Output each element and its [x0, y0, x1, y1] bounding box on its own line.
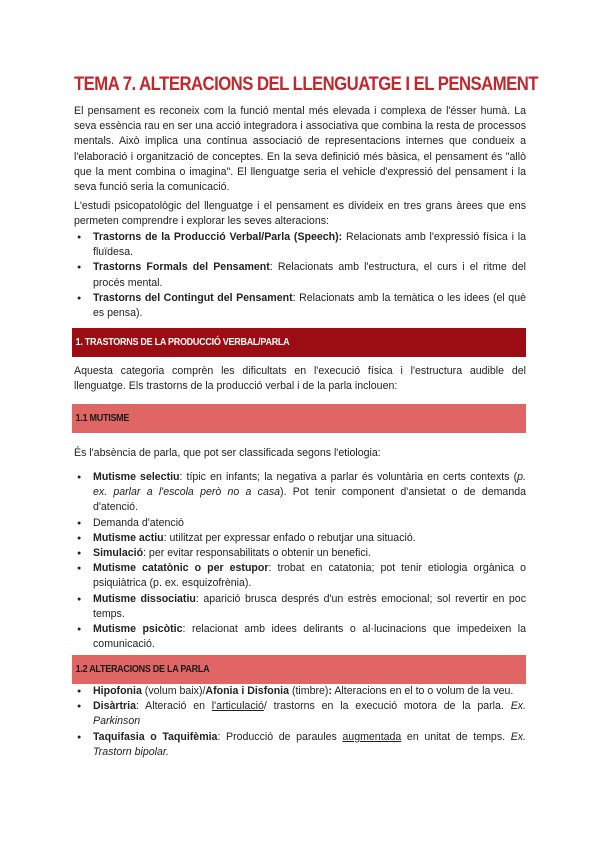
list-item: ● Disàrtria: Alteració en l'articulació/ trastorns en la execució motora de la parla. Ex. Parkinson	[74, 699, 526, 729]
list-item: ● Mutisme catatònic o per estupor: trobat en catatonia; pot tenir etiologia orgànica o psiquiàtrica (p. ex. esquizofrènia).	[74, 561, 526, 591]
section-1-2-heading-bar	[72, 655, 526, 684]
list-item: ● Mutisme psicòtic: relacionat amb idees delirants o al·lucinacions que impedeixen la comunicació.	[74, 622, 526, 652]
list-item: ● Mutisme dissociatiu: aparició brusca després d'un estrès emocional; sol revertir en poc temps.	[74, 592, 526, 622]
page-title: TEMA 7. ALTERACIONS DEL LLENGUATGE I EL PENSAMENT	[74, 74, 538, 95]
list-item: ● Mutisme selectiu: típic en infants; la negativa a parlar és voluntària en certs contexts (p. ex. parlar a l'escola però no a casa). Pot tenir component d'ansietat o de demanda d'atenció.	[74, 470, 526, 516]
intro-paragraph-2: L'estudi psicopatològic del llenguatge i el pensament es divideix en tres grans àrees que ens permeten comprendre i explorar les seves alteracions:	[74, 200, 526, 228]
areas-list	[74, 230, 526, 321]
parla-list	[74, 684, 526, 760]
list-item: ● Mutisme actiu: utilitzat per expressar enfado o rebutjar una situació.	[74, 531, 526, 546]
intro-paragraph-1: El pensament es reconeix com la funció mental més elevada i complexa de l'ésser humà. La seva essència rau en ser una acció integradora i associativa que combina la resta de processos mentals. Això implica una contínua associació de representacions internes que condueix a l'elaboració i organització de conceptes. En la seva definició més bàsica, el pensament és "allò que la ment combina o imagina". El llenguatge seria el vehicle d'expressió del pensament i la seva funció seria la comunicació.	[74, 105, 526, 194]
section-1-1-heading: 1.1 MUTISME	[75, 413, 130, 424]
list-item: ● Simulació: per evitar responsabilitats o obtenir un benefici.	[74, 546, 526, 561]
section-1-heading-bar	[72, 328, 526, 357]
list-item: ● Demanda d'atenció	[74, 516, 526, 531]
list-item: ● Taquifasia o Taquifèmia: Producció de paraules augmentada en unitat de temps. Ex. Trastorn bipolar.	[74, 730, 526, 760]
list-item: ● Trastorns de la Producció Verbal/Parla (Speech): Relacionats amb l'expressió física i la fluïdesa.	[74, 230, 526, 260]
section-1-heading: 1. TRASTORNS DE LA PRODUCCIÓ VERBAL/PARLA	[75, 337, 290, 348]
section-1-1-text: És l'absència de parla, que pot ser classificada segons l'etiologia:	[74, 447, 381, 459]
list-item: ● Trastorns Formals del Pensament: Relacionats amb l'estructura, el curs i el ritme del procés mental.	[74, 260, 526, 290]
section-1-2-heading: 1.2 ALTERACIONS DE LA PARLA	[75, 664, 210, 675]
mutisme-list	[74, 470, 526, 652]
list-item: ● Trastorns del Contingut del Pensament: Relacionats amb la temàtica o les idees (el què es pensa).	[74, 291, 526, 321]
section-1-1-heading-bar	[72, 404, 526, 433]
list-item: ● Hipofonia (volum baix)/Afonia i Disfonia (timbre): Alteracions en el to o volum de la veu.	[74, 684, 526, 699]
section-1-text: Aquesta categoria comprèn les dificultats en l'execució física i l'estructura audible del llenguatge. Els trastorns de la producció verbal i de la parla inclouen:	[74, 365, 526, 393]
